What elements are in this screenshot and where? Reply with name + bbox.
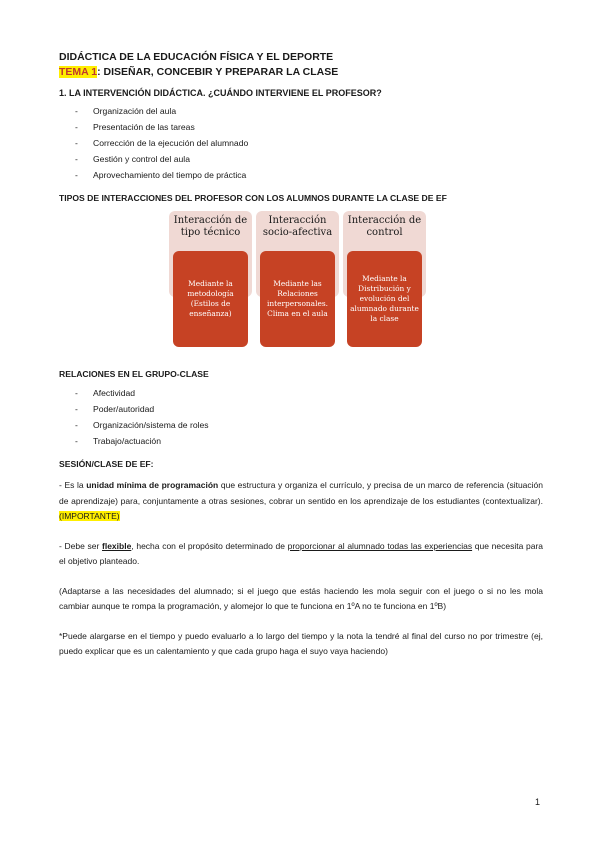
session-paragraph-4: *Puede alargarse en el tiempo y puedo evaluarlo a lo largo del tiempo y la nota la tendré al final del curso no por trimestre (ej, puedo explicar que es un calentamiento y que cada grupo haga el suyo vaya haciendo) [59,630,543,656]
topic-label: TEMA 1 [59,66,98,78]
session-paragraph-3: (Adaptarse a las necesidades del alumnado; si el juego que estás haciendo les mola seguir con el juego o si no les mola cambiar aunque te rompa la programación, y alomejor lo que te funciona en 1ºA no te funciona en 1ºB) [59,585,543,611]
important-highlight: (IMPORTANTE) [59,511,120,521]
session-heading: SESIÓN/CLASE DE EF: [59,459,154,469]
interaction-box-technical [169,211,252,318]
list-item: - Poder/autoridad [59,401,543,417]
list-item: - Trabajo/actuación [59,433,543,449]
interaction-title: Interacción de tipo técnico [169,211,252,297]
course-title: DIDÁCTICA DE LA EDUCACIÓN FÍSICA Y EL DEPORTE [59,51,334,63]
session-paragraph-1 [59,478,543,525]
interaction-title: Interacción de control [343,211,426,297]
text-span: - Es la [59,480,87,490]
list-item: - Organización del aula [59,103,543,119]
text-bold: unidad mínima de programación [86,480,219,490]
interaction-body: Mediante la metodología (Estilos de enseñanza) [173,251,248,347]
text-span: que necesita para el objetivo planteado. [59,540,543,566]
relations-heading: RELACIONES EN EL GRUPO-CLASE [59,369,209,379]
interaction-title: Interacción socio-afectiva [256,211,339,297]
list-item: - Gestión y control del aula [59,151,543,167]
interactions-heading: TIPOS DE INTERACCIONES DEL PROFESOR CON LOS ALUMNOS DURANTE LA CLASE DE EF [59,193,447,203]
interactions-diagram [59,211,543,359]
section1-heading: 1. LA INTERVENCIÓN DIDÁCTICA. ¿CUÁNDO INTERVIENE EL PROFESOR? [59,88,382,98]
section1-list [59,103,543,183]
page-number: 1 [535,797,541,807]
topic-name: : DISEÑAR, CONCEBIR Y PREPARAR LA CLASE [97,66,339,78]
list-item: - Presentación de las tareas [59,119,543,135]
relations-list [59,385,543,449]
text-span: , hecha con el propósito determinado de [131,540,288,551]
interaction-box-control [343,211,426,323]
list-item: - Organización/sistema de roles [59,417,543,433]
session-paragraph-2 [59,539,543,570]
list-item: - Afectividad [59,385,543,401]
text-underline: proporcionar al alumnado todas las experiencias [287,540,473,551]
list-item: - Aprovechamiento del tiempo de práctica [59,167,543,183]
interaction-body: Mediante la Distribución y evolución del alumnado durante la clase [347,251,422,347]
text-span: - Debe ser [59,540,103,551]
topic-title [59,65,543,80]
text-span: que estructura y organiza el currículo, y precisa de un marco de referencia (situación de aprendizaje) para, conjuntamente a otras sesiones, cobrar un sentido en los aprendizaje de los estudiantes (contextualizar). [59,480,543,506]
interaction-body: Mediante las Relaciones interpersonales. Clima en el aula [260,251,335,347]
text-bold-underline: flexible [102,540,132,551]
list-item: - Corrección de la ejecución del alumnado [59,135,543,151]
interaction-box-socio-affective [256,211,339,318]
document-page [59,50,543,660]
